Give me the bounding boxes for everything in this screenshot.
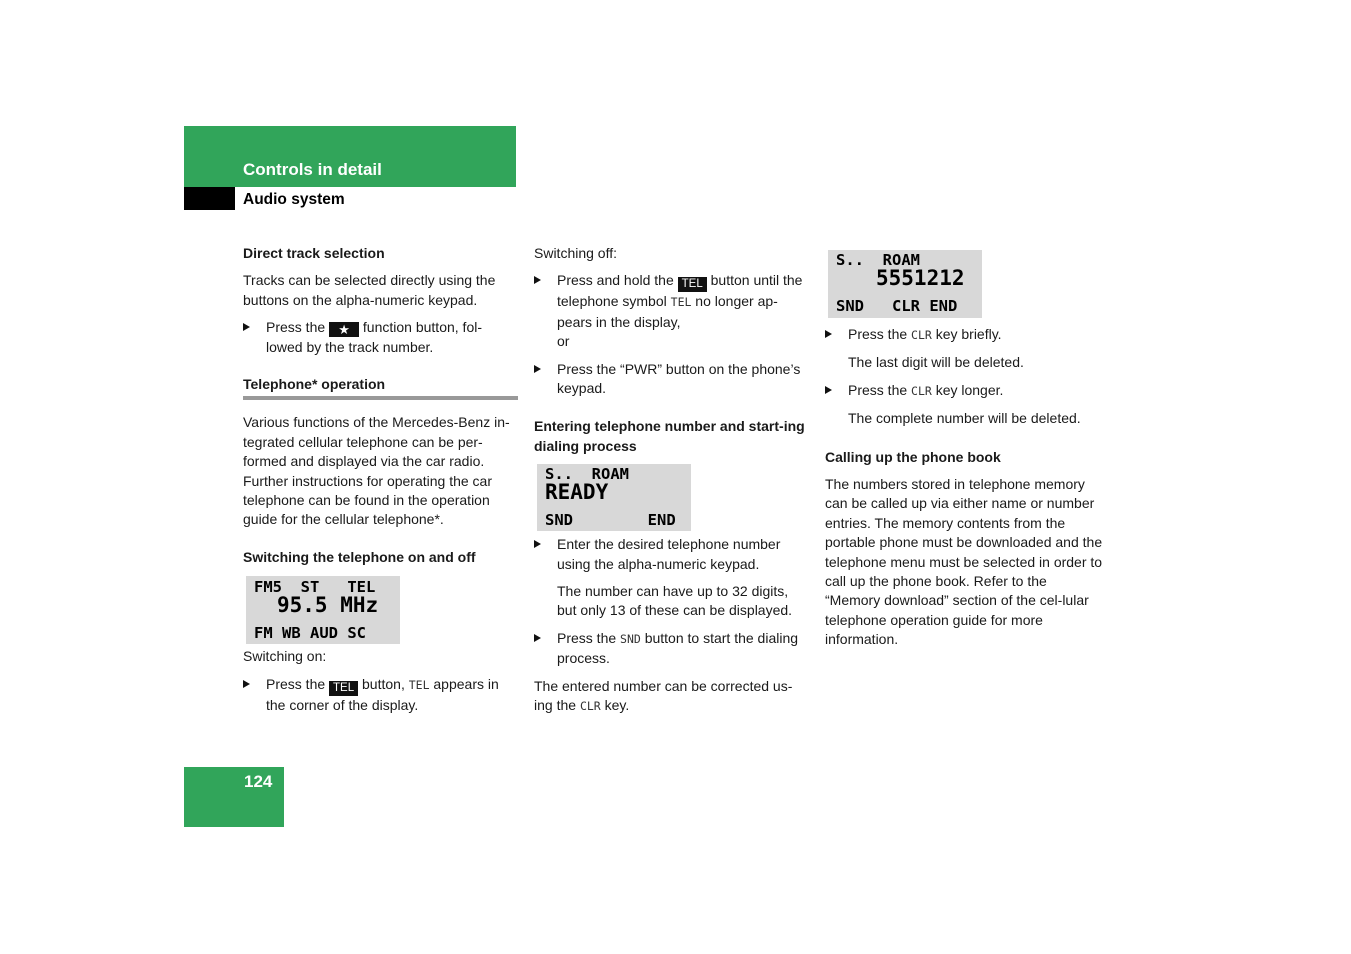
direct-track-bullet: Press the ★ function button, fol-lowed by the track number. xyxy=(243,318,518,357)
clr-key-label: CLR xyxy=(911,383,932,398)
star-key-icon: ★ xyxy=(329,322,359,337)
switching-off-bullet-2: Press the “PWR” button on the phone’s keypad. xyxy=(534,360,809,399)
column-3 xyxy=(825,250,1103,650)
correction-text: The entered number can be corrected us-ing the CLR key. xyxy=(534,677,793,714)
or-text: or xyxy=(557,333,570,350)
lcd-display-radio xyxy=(246,576,400,644)
telephone-text: Various functions of the Mercedes-Benz in-tegrated cellular telephone can be per-formed and displayed via the car radio. Further instructions for operating the car telephone can be found in the operation guide for the cellular telephone*. xyxy=(243,414,510,528)
subsection-title: Audio system xyxy=(243,191,345,208)
bullet-triangle-icon xyxy=(243,680,250,688)
section-tab-marker xyxy=(184,187,235,210)
column-2 xyxy=(534,244,809,717)
phonebook-heading: Calling up the phone book xyxy=(825,448,1001,465)
lcd-display-ready xyxy=(537,464,691,531)
snd-bullet: Press the SND button to start the dialing process. xyxy=(534,629,809,669)
enter-number-note: The number can have up to 32 digits, but only 13 of these can be displayed. xyxy=(557,583,793,619)
lcd-row-2: 5551212 xyxy=(876,266,965,290)
lcd-display-number xyxy=(828,250,982,318)
switching-off-label: Switching off: xyxy=(534,245,618,261)
telephone-heading: Telephone* operation xyxy=(243,375,518,400)
tel-symbol: TEL xyxy=(408,677,430,692)
section-title: Controls in detail xyxy=(243,160,382,179)
tel-symbol: TEL xyxy=(670,295,692,310)
lcd-row-1: S.. ROAM xyxy=(545,465,629,484)
column-1 xyxy=(243,244,518,715)
clr-long-note: The complete number will be deleted. xyxy=(848,410,1081,427)
bullet-triangle-icon xyxy=(534,540,541,548)
bullet-triangle-icon xyxy=(243,323,250,331)
switching-off-bullet-1: Press and hold the TEL button until the telephone symbol TEL no longer ap-pears in the display, or xyxy=(534,271,809,351)
clr-brief-bullet: Press the CLR key briefly. xyxy=(825,325,1103,345)
bullet-triangle-icon xyxy=(534,276,541,284)
lcd-row-2: 95.5 MHz xyxy=(277,593,379,618)
bullet-triangle-icon xyxy=(825,330,832,338)
switch-heading: Switching the telephone on and off xyxy=(243,548,476,565)
lcd-row-3: SND CLR END xyxy=(836,297,958,315)
tel-key-icon: TEL xyxy=(329,681,358,696)
clr-key-label: CLR xyxy=(911,328,932,342)
enter-number-heading: Entering telephone number and start-ing dialing process xyxy=(534,418,805,454)
switching-on-label: Switching on: xyxy=(243,648,327,665)
lcd-row-2: READY xyxy=(545,480,609,505)
snd-key-label: SND xyxy=(620,631,641,646)
direct-track-heading: Direct track selection xyxy=(243,245,385,261)
clr-brief-note: The last digit will be deleted. xyxy=(848,354,1024,371)
bullet-triangle-icon xyxy=(825,386,832,394)
page-number: 124 xyxy=(244,772,273,791)
phonebook-text: The numbers stored in telephone memory can be called up via either name or number entries. The memory contents from the portable phone must be downloaded and the telephone menu must be selected in order to call up the phone book. Refer to the “Memory download” section of the cel-lular telephone operation guide for more information. xyxy=(825,476,1103,648)
lcd-row-1: FM5 ST TEL xyxy=(254,578,376,597)
lcd-row-3: FM WB AUD SC xyxy=(254,624,366,643)
bullet-triangle-icon xyxy=(534,634,541,642)
clr-key-label: CLR xyxy=(579,699,601,714)
lcd-row-1: S.. ROAM xyxy=(836,251,920,269)
switching-on-bullet: Press the TEL button, TEL appears in the corner of the display. xyxy=(243,675,518,715)
lcd-row-3: SND END xyxy=(545,511,676,530)
direct-track-text: Tracks can be selected directly using the buttons on the alpha-numeric keypad. xyxy=(243,272,496,308)
enter-number-bullet: Enter the desired telephone number using the alpha-numeric keypad. xyxy=(534,535,809,574)
bullet-triangle-icon xyxy=(534,365,541,373)
tel-key-icon: TEL xyxy=(678,277,707,292)
clr-long-bullet: Press the CLR key longer. xyxy=(825,381,1103,401)
